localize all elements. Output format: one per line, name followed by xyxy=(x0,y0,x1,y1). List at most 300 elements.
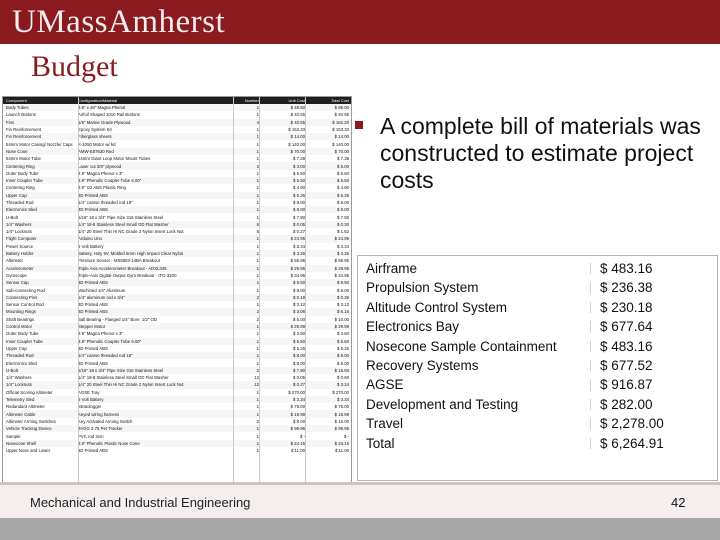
bom-cell-total-cost: $ 4.90 xyxy=(337,185,349,191)
bom-cell-total-cost: $ 6.16 xyxy=(337,309,349,315)
bom-cell-number: 1 xyxy=(256,389,259,395)
bom-cell-number: 1 xyxy=(256,324,259,330)
cost-column-divider xyxy=(590,302,591,313)
bom-cell-configuration: Stratologger xyxy=(78,404,102,410)
bom-cell-configuration: 54mm Giant Loop Motor Mount Tubes xyxy=(78,156,151,162)
bullet-text: A complete bill of materials was constructed to estimate project costs xyxy=(380,113,701,193)
cost-row xyxy=(358,434,717,453)
bom-cell-total-cost: $ 0.36 xyxy=(337,294,349,300)
bom-cell-number: 1 xyxy=(256,338,259,344)
bom-cell-component: Battery Holder xyxy=(6,251,34,257)
cost-column-divider xyxy=(590,399,591,410)
bom-cell-unit-cost: $ 5.50 xyxy=(293,338,305,344)
bom-cell-unit-cost: $ 24.95 xyxy=(290,236,305,242)
bom-cell-total-cost: $ 7.38 xyxy=(337,156,349,162)
cost-amount: $ 236.38 xyxy=(600,280,653,296)
bom-cell-configuration: 9 Volt Battery xyxy=(78,397,104,403)
cost-row xyxy=(358,395,717,414)
bom-cell-total-cost: $ 0.30 xyxy=(337,221,349,227)
bom-cell-configuration: 3.9" Magna Phenol x 3" xyxy=(78,331,123,337)
table-row xyxy=(3,111,351,118)
bom-cell-configuration: AGSE Tray xyxy=(78,389,100,395)
table-row xyxy=(3,213,351,220)
table-row xyxy=(3,345,351,352)
bom-cell-total-cost: $ 24.15 xyxy=(334,440,349,446)
bom-cell-component: Inner Coupler Tube xyxy=(6,178,43,184)
bom-cell-total-cost: $ 40.55 xyxy=(334,112,349,118)
cost-category: Electronics Bay xyxy=(366,319,460,335)
bom-cell-unit-cost: $ 99.95 xyxy=(290,426,305,432)
bom-cell-total-cost: $ 3.12 xyxy=(337,302,349,308)
table-row xyxy=(3,192,351,199)
table-row xyxy=(3,265,351,272)
table-row xyxy=(3,104,351,111)
bom-cell-configuration: Triple Axis Accelerometer Breakout - ADXL345 xyxy=(78,265,167,271)
bom-cell-component: Sensor Control Rod xyxy=(6,302,44,308)
bom-cell-total-cost: $ 270.00 xyxy=(332,389,349,395)
bom-cell-component: Connecting Pins xyxy=(6,294,38,300)
bom-cell-number: 2 xyxy=(256,316,259,322)
bom-cell-total-cost: $ 10.00 xyxy=(334,316,349,322)
bom-cell-unit-cost: $ 0.27 xyxy=(293,229,305,235)
bom-cell-total-cost: $ 0.60 xyxy=(337,375,349,381)
table-row xyxy=(3,119,351,126)
bom-cell-total-cost: $ 19.99 xyxy=(334,411,349,417)
bom-cell-unit-cost: $ 5.25 xyxy=(293,345,305,351)
table-row xyxy=(3,410,351,417)
cost-category: Altitude Control System xyxy=(366,299,508,315)
bom-cell-total-cost: $ 29.99 xyxy=(334,324,349,330)
cost-row xyxy=(358,259,717,278)
bom-header-component: Component xyxy=(6,98,27,103)
table-row xyxy=(3,367,351,374)
bom-cell-unit-cost: $ - xyxy=(299,433,305,439)
bom-cell-unit-cost: $ 8.00 xyxy=(293,418,305,424)
bom-cell-number: 1 xyxy=(256,411,259,417)
table-row xyxy=(3,140,351,147)
bom-cell-configuration: 3D Printed ABS xyxy=(78,192,108,198)
bom-cell-configuration: 3D Printed ABS xyxy=(78,360,108,366)
bom-cell-configuration: 1/4" coarse threaded rod 18" xyxy=(78,353,133,359)
bom-cell-number: 1 xyxy=(256,302,259,308)
bom-column-divider xyxy=(259,97,260,483)
cost-row xyxy=(358,317,717,336)
table-row xyxy=(3,228,351,235)
bom-cell-number: 1 xyxy=(256,440,259,446)
bom-header-number: Number xyxy=(244,98,259,103)
bom-cell-number: 2 xyxy=(256,163,259,169)
table-row xyxy=(3,184,351,191)
table-row xyxy=(3,133,351,140)
table-row xyxy=(3,257,351,264)
bom-cell-component: Control Motor xyxy=(6,324,33,330)
bom-cell-number: 1 xyxy=(256,360,259,366)
cost-summary-table xyxy=(357,255,718,481)
bom-cell-unit-cost: $ 0.18 xyxy=(293,294,305,300)
bom-cell-unit-cost: $ 3.50 xyxy=(293,331,305,337)
bom-cell-configuration: 3.9" G2 ABS Plastic Ring xyxy=(78,185,126,191)
bom-cell-unit-cost: $ 4.90 xyxy=(293,185,305,191)
bom-cell-component: 1/4" Locknuts xyxy=(6,229,32,235)
bom-cell-total-cost: $ 11.00 xyxy=(334,448,349,454)
bom-cell-configuration: 5/16" 18 x 3/4" Pipe Size 316 Stainless Steel xyxy=(78,367,164,373)
bom-cell-unit-cost: $ 0.27 xyxy=(293,382,305,388)
bom-cell-number: 1 xyxy=(256,200,259,205)
table-row xyxy=(3,316,351,323)
bill-of-materials-table xyxy=(2,96,352,484)
bom-cell-configuration: 1/8" Marine Grade Plywood xyxy=(78,119,131,125)
cost-column-divider xyxy=(590,360,591,371)
bom-cell-component: Official Scoring Altimeter xyxy=(6,389,53,395)
bom-body xyxy=(3,104,351,454)
bom-cell-unit-cost: $ 34.95 xyxy=(290,272,305,278)
bom-cell-unit-cost: $ 0.05 xyxy=(293,375,305,381)
bom-cell-number: 6 xyxy=(256,221,259,227)
bom-cell-number: 1 xyxy=(256,105,259,111)
bom-cell-total-cost: $ 3.34 xyxy=(337,243,349,249)
bom-cell-configuration: Battery, Holy 9V, Molded 6mm High Impact Clear Nylon xyxy=(78,251,184,257)
department-label: Mechanical and Industrial Engineering xyxy=(30,495,251,510)
bom-cell-unit-cost: $ 5.00 xyxy=(293,316,305,322)
bom-cell-total-cost: $ 8.00 xyxy=(337,360,349,366)
cost-amount: $ 2,278.00 xyxy=(600,416,664,432)
bom-cell-component: Power Source xyxy=(6,243,33,249)
bom-cell-component: Nosecone Shell xyxy=(6,440,37,446)
bom-cell-configuration: 3D Printed ABS xyxy=(78,280,108,286)
table-row xyxy=(3,447,351,454)
bom-cell-component: Threaded Rod xyxy=(6,200,34,205)
bom-cell-configuration: 3D Printed ABS xyxy=(78,345,108,351)
bom-cell-unit-cost: $ 3.08 xyxy=(293,309,305,315)
bom-cell-component: Threaded Rod xyxy=(6,353,34,359)
bom-cell-total-cost: $ 8.00 xyxy=(337,287,349,293)
bom-cell-total-cost: $ 15.60 xyxy=(334,367,349,373)
header-bar xyxy=(0,0,720,44)
bom-header-unit-cost: Unit Cost xyxy=(288,98,305,103)
cost-column-divider xyxy=(590,282,591,293)
bom-cell-total-cost: $ 8.00 xyxy=(337,353,349,359)
bom-cell-total-cost: $ 5.50 xyxy=(337,178,349,184)
cost-category: Recovery Systems xyxy=(366,358,479,373)
slide-title: Budget xyxy=(31,50,118,83)
bom-cell-unit-cost: $ 9.50 xyxy=(293,280,305,286)
bom-cell-component: Mounting Rings xyxy=(6,309,36,315)
bom-cell-unit-cost: $ 29.95 xyxy=(290,265,305,271)
cost-amount: $ 230.18 xyxy=(600,299,653,315)
bom-cell-number: 1 xyxy=(256,287,259,293)
bom-cell-number: 2 xyxy=(256,294,259,300)
bom-cell-number: 2 xyxy=(256,367,259,373)
bom-cell-total-cost: $ 153.33 xyxy=(332,127,349,133)
bom-cell-total-cost: $ 99.95 xyxy=(334,426,349,432)
bom-cell-unit-cost: $ 3.00 xyxy=(293,163,305,169)
bom-cell-component: Altimeter xyxy=(6,258,23,264)
bom-cell-component: Fins xyxy=(6,119,15,125)
cost-row xyxy=(358,298,717,317)
bom-cell-total-cost: $ 3.24 xyxy=(337,382,349,388)
bom-cell-component: Upper Cap xyxy=(6,345,27,351)
bom-cell-configuration: 3.9" Phenolic Coupler Tube 6.00" xyxy=(78,338,142,344)
bom-cell-configuration: 1/4" aluminum rod x 3/4" xyxy=(78,294,125,300)
cost-category: Airframe xyxy=(366,261,418,276)
bom-cell-configuration: 1/4" 20 Steel Thin Hi NC Grade 2 Nylon Insert Lock Nut xyxy=(78,382,184,388)
bom-cell-configuration: Ball Bearing - Flanged 1/4" Bore, 1/2" OD xyxy=(78,316,158,322)
bom-cell-configuration: 5/16" 18 x 3/4" Pipe Size 316 Stainless Steel xyxy=(78,214,164,220)
table-row xyxy=(3,396,351,403)
bom-cell-component: Fin Reinforcement xyxy=(6,134,42,140)
bom-cell-number: 2 xyxy=(256,309,259,315)
bom-cell-number: 1 xyxy=(256,156,259,162)
bom-cell-component: Altimeter Arming Switches xyxy=(6,418,56,424)
bom-cell-component: Vehicle Tracking Device xyxy=(6,426,52,432)
bom-cell-total-cost: $ 24.95 xyxy=(334,236,349,242)
bom-cell-configuration: Stepper Motor xyxy=(78,324,106,330)
bom-cell-component: Centering Ring xyxy=(6,163,35,169)
bom-cell-total-cost: $ 5.50 xyxy=(337,338,349,344)
cost-column-divider xyxy=(590,418,591,429)
bom-cell-number: 1 xyxy=(256,433,259,439)
bom-cell-number: 2 xyxy=(256,418,259,424)
bom-cell-unit-cost: $ 24.15 xyxy=(290,440,305,446)
table-row xyxy=(3,352,351,359)
cost-category: Nosecone Sample Containment xyxy=(366,338,557,354)
bom-cell-component: 1/4" Washers xyxy=(6,221,32,227)
cost-category: Travel xyxy=(366,416,404,432)
cost-category: Propulsion System xyxy=(366,280,479,296)
bom-cell-unit-cost: $ 8.00 xyxy=(293,200,305,205)
bom-cell-number: 12 xyxy=(254,382,259,388)
bom-cell-component: Fin Reinforcement xyxy=(6,127,42,133)
bom-cell-component: Gyroscope xyxy=(6,272,27,278)
table-row xyxy=(3,243,351,250)
cost-row xyxy=(358,356,717,375)
bom-cell-configuration: 3.9" x 48" Magna Phenol xyxy=(78,105,126,111)
bom-cell-total-cost: $ 8.00 xyxy=(337,200,349,205)
bom-cell-number: 6 xyxy=(256,229,259,235)
bom-cell-total-cost: $ 6.00 xyxy=(337,163,349,169)
table-row xyxy=(3,235,351,242)
table-row xyxy=(3,374,351,381)
table-row xyxy=(3,403,351,410)
bom-cell-component: Launch Buttons xyxy=(6,112,36,118)
page-number: 42 xyxy=(671,495,686,510)
cost-category: AGSE xyxy=(366,377,404,393)
table-row xyxy=(3,308,351,315)
table-row xyxy=(3,206,351,213)
bom-header-row xyxy=(3,97,351,104)
bom-cell-total-cost: $ 14.00 xyxy=(334,134,349,140)
bom-header-configuration: Configuration/Material xyxy=(78,98,118,103)
bom-cell-total-cost: $ 75.00 xyxy=(334,404,349,410)
table-row xyxy=(3,279,351,286)
bom-cell-component: Body Tubes xyxy=(6,105,29,111)
bom-cell-component: Inner Coupler Tube xyxy=(6,338,43,344)
bom-cell-configuration: 3.9" Magna Phenol x 3" xyxy=(78,170,123,176)
bom-cell-number: 1 xyxy=(256,251,259,257)
table-row xyxy=(3,199,351,206)
bom-cell-total-cost: $ 5.50 xyxy=(337,170,349,176)
bom-cell-configuration: PVC rod 3cm xyxy=(78,433,104,439)
bom-cell-configuration: Airfoil Shaped 1010 Rail Buttons xyxy=(78,112,140,118)
bom-cell-number: 1 xyxy=(256,265,259,271)
bom-cell-unit-cost: $ 75.00 xyxy=(290,404,305,410)
bom-cell-number: 1 xyxy=(256,192,259,198)
table-row xyxy=(3,323,351,330)
bom-cell-unit-cost: $ 5.25 xyxy=(293,192,305,198)
table-row xyxy=(3,389,351,396)
bom-cell-unit-cost: $ 153.33 xyxy=(288,127,305,133)
bom-cell-component: Centering Ring xyxy=(6,185,35,191)
table-row xyxy=(3,177,351,184)
cost-amount: $ 483.16 xyxy=(600,261,653,276)
bom-cell-configuration: 3.9" Phenolic Coupler Tube 6.00" xyxy=(78,178,142,184)
cost-amount: $ 483.16 xyxy=(600,338,653,354)
cost-amount: $ 282.00 xyxy=(600,396,653,412)
bom-cell-component: 54mm Motor Casing/ Nozzle/ Caps xyxy=(6,141,73,147)
table-row xyxy=(3,170,351,177)
bom-cell-unit-cost: $ 40.55 xyxy=(290,112,305,118)
bom-cell-component: Redundant Altimeter xyxy=(6,404,45,410)
cost-amount: $ 677.52 xyxy=(600,358,653,373)
bom-cell-number: 4 xyxy=(256,119,259,125)
table-row xyxy=(3,162,351,169)
cost-column-divider xyxy=(590,263,591,274)
bom-cell-unit-cost: $ 270.00 xyxy=(288,389,305,395)
bom-cell-component: Telemetry Sled xyxy=(6,397,35,403)
bom-cell-total-cost: $ 7.80 xyxy=(337,214,349,220)
bom-cell-total-cost: $ 70.00 xyxy=(334,148,349,154)
bom-cell-total-cost: $ - xyxy=(343,433,349,439)
bom-cell-number: 1 xyxy=(256,207,259,213)
cost-column-divider xyxy=(590,321,591,332)
bom-cell-configuration: Epoxy System Kit xyxy=(78,127,112,133)
bom-cell-unit-cost: $ 3.34 xyxy=(293,243,305,249)
bom-cell-component: Flight Computer xyxy=(6,236,37,242)
bom-cell-configuration: K-1050 Motor w/ hd xyxy=(78,141,116,147)
bom-cell-number: 1 xyxy=(256,141,259,147)
bom-cell-number: 1 xyxy=(256,236,259,242)
bom-cell-unit-cost: $ 5.50 xyxy=(293,178,305,184)
bom-cell-component: Sub-connecting Rod xyxy=(6,287,45,293)
bom-cell-component: Electronics Sled xyxy=(6,360,37,366)
bom-cell-component: Nose Cone xyxy=(6,148,28,154)
bom-cell-number: 1 xyxy=(256,426,259,432)
table-row xyxy=(3,148,351,155)
table-row xyxy=(3,338,351,345)
bom-cell-number: 1 xyxy=(256,148,259,154)
bom-cell-configuration: 3D Printed ABS xyxy=(78,302,108,308)
cost-column-divider xyxy=(590,379,591,390)
bom-cell-component: Accelerometer xyxy=(6,265,34,271)
bom-cell-unit-cost: $ 19.99 xyxy=(290,411,305,417)
cost-amount: $ 677.64 xyxy=(600,319,653,335)
cost-row xyxy=(358,337,717,356)
bom-column-divider xyxy=(305,97,306,483)
bom-cell-configuration: 3D Printed ABS xyxy=(78,309,108,315)
table-row xyxy=(3,221,351,228)
table-row xyxy=(3,381,351,388)
bom-cell-number: 1 xyxy=(256,353,259,359)
bom-cell-total-cost: $ 9.50 xyxy=(337,280,349,286)
bom-cell-number: 1 xyxy=(256,397,259,403)
bom-cell-configuration: 1/4" 18-8 Stainless Steel Small OD Flat Washer xyxy=(78,221,169,227)
bom-cell-configuration: 1/4" coarse threaded rod 18" xyxy=(78,200,133,205)
bom-cell-total-cost: $ 3.50 xyxy=(337,331,349,337)
bom-cell-total-cost: $ 3.34 xyxy=(337,397,349,403)
bom-cell-number: 1 xyxy=(256,331,259,337)
bom-cell-unit-cost: $ 48.50 xyxy=(290,105,305,111)
bom-cell-unit-cost: $ 14.00 xyxy=(290,134,305,140)
bom-cell-configuration: Keyed wiring harness xyxy=(78,411,120,417)
bom-cell-configuration: Fiberglass sheets xyxy=(78,134,112,140)
bom-cell-number: 12 xyxy=(254,375,259,381)
bom-cell-total-cost: $ 1.62 xyxy=(337,229,349,235)
university-logo-text: UMassAmherst xyxy=(12,4,226,40)
table-row xyxy=(3,359,351,366)
bom-cell-unit-cost: $ 3.12 xyxy=(293,302,305,308)
bom-cell-configuration: 1/4" 20 Steel Thin Hi NC Grade 2 Nylon Insert Lock Nut xyxy=(78,229,184,235)
bom-cell-configuration: 3.9" Phenolic Plastic Nose Cone xyxy=(78,440,140,446)
bom-cell-total-cost: $ 5.25 xyxy=(337,345,349,351)
bom-cell-unit-cost: $ 7.80 xyxy=(293,214,305,220)
bom-cell-component: 54mm Motor Tube xyxy=(6,156,41,162)
bom-cell-configuration: Key Activated Arming Switch xyxy=(78,418,133,424)
table-row xyxy=(3,425,351,432)
bom-cell-unit-cost: $ 40.55 xyxy=(290,119,305,125)
bom-cell-component: U-Bolt xyxy=(6,367,18,373)
bom-cell-configuration: 3D Printed ABS xyxy=(78,448,108,454)
bom-cell-unit-cost: $ 5.50 xyxy=(293,170,305,176)
bom-cell-number: 1 xyxy=(256,243,259,249)
bom-cell-number: 1 xyxy=(256,448,259,454)
bom-cell-component: Sample xyxy=(6,433,21,439)
table-row xyxy=(3,294,351,301)
cost-amount: $ 6,264.91 xyxy=(600,435,664,451)
bom-cell-number: 1 xyxy=(256,112,259,118)
bom-cell-unit-cost: $ 11.00 xyxy=(290,448,305,454)
bom-cell-component: Upper Nose and Lower xyxy=(6,448,51,454)
bom-cell-unit-cost: $ 3.26 xyxy=(293,251,305,257)
bom-cell-total-cost: $ 3.26 xyxy=(337,251,349,257)
cost-row xyxy=(358,375,717,394)
bom-cell-number: 1 xyxy=(256,404,259,410)
bullet-point xyxy=(355,113,715,194)
bom-cell-component: Outer Body Tube xyxy=(6,170,39,176)
bom-cell-unit-cost: $ 8.00 xyxy=(293,360,305,366)
bom-cell-unit-cost: $ 8.00 xyxy=(293,353,305,359)
bom-cell-component: 1/4" Locknuts xyxy=(6,382,32,388)
bom-cell-unit-cost: $ 70.00 xyxy=(290,148,305,154)
table-row xyxy=(3,432,351,439)
cost-column-divider xyxy=(590,341,591,352)
cost-row xyxy=(358,278,717,297)
bom-cell-unit-cost: $ 29.99 xyxy=(290,324,305,330)
bom-cell-total-cost: $ 8.00 xyxy=(337,207,349,213)
bom-cell-unit-cost: $ 7.38 xyxy=(293,156,305,162)
bom-cell-number: 1 xyxy=(256,170,259,176)
bom-cell-configuration: Arduino Uno xyxy=(78,236,102,242)
table-row xyxy=(3,286,351,293)
bom-cell-configuration: 9 Volt Battery xyxy=(78,243,104,249)
bom-cell-component: Electronics Sled xyxy=(6,207,37,213)
table-row xyxy=(3,250,351,257)
footer xyxy=(0,482,720,518)
bom-cell-number: 1 xyxy=(256,258,259,264)
cost-category: Development and Testing xyxy=(366,396,519,412)
table-row xyxy=(3,126,351,133)
bom-cell-configuration: TAGG 2.75 Pet Tracker xyxy=(78,426,123,432)
table-row xyxy=(3,155,351,162)
